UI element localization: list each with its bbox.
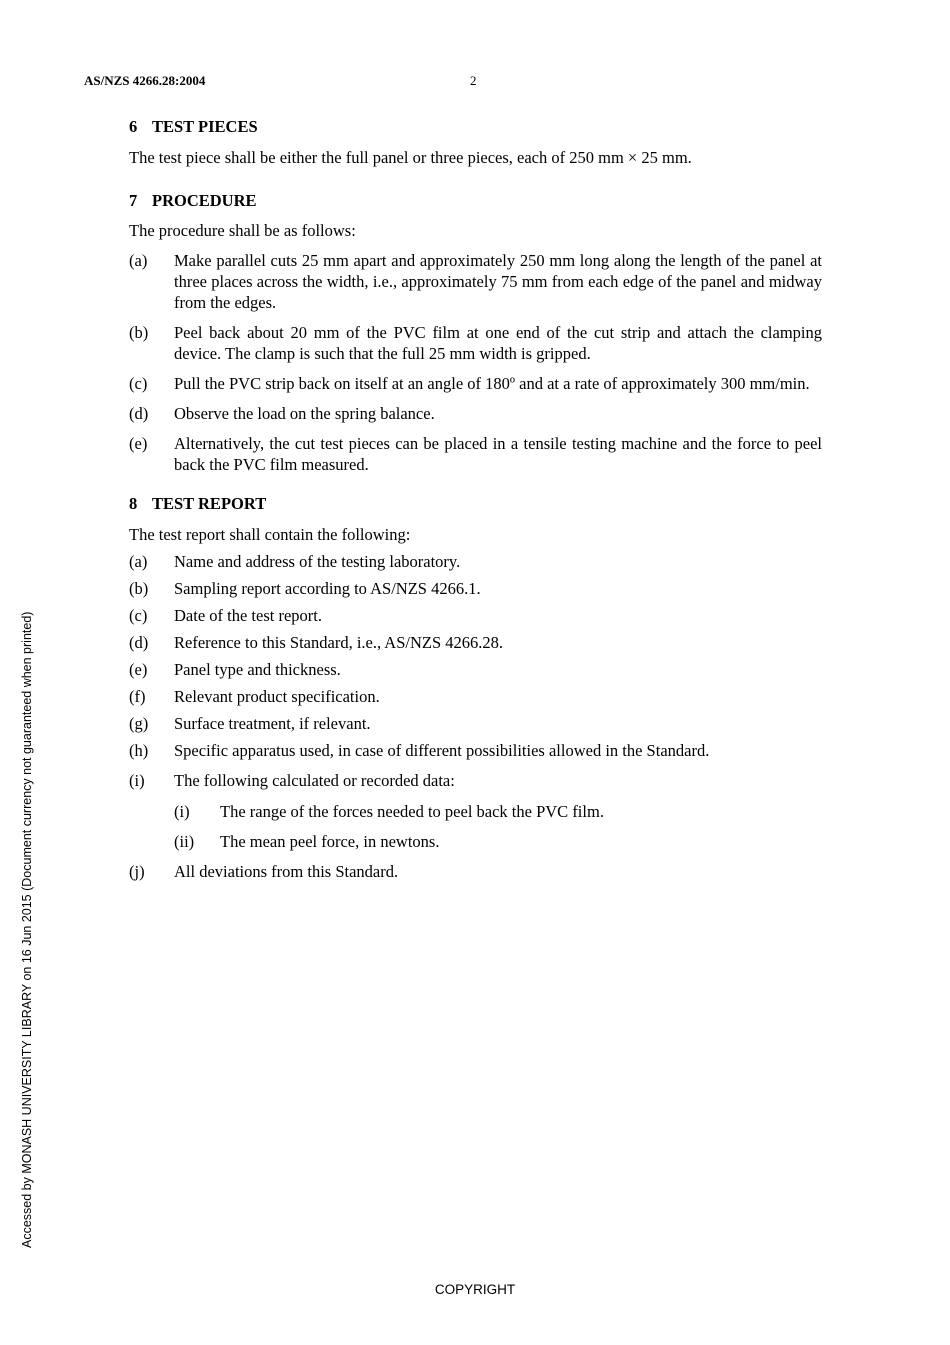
list-item: [129, 250, 822, 313]
list-item-label: (d): [129, 404, 149, 423]
list-item: [129, 632, 822, 653]
list-item-text: Pull the PVC strip back on itself at an angle of 180º and at a rate of approximately 300 mm/min.: [174, 374, 810, 393]
list-item-text: Date of the test report.: [174, 606, 322, 625]
list-item-label: (e): [129, 660, 148, 679]
list-item-text: All deviations from this Standard.: [174, 862, 399, 881]
list-item-text: Observe the load on the spring balance.: [174, 404, 435, 423]
list-item-text: Relevant product specification.: [174, 687, 380, 706]
section-number: 6: [129, 117, 138, 136]
page-number: 2: [470, 73, 477, 88]
sub-list-item-label: (ii): [174, 832, 195, 851]
list-item-text: Peel back about 20 mm of the PVC film at one end of the cut strip and attach the clamping device. The clamp is such that the full 25 mm width is gripped.: [174, 323, 822, 363]
access-watermark: Accessed by MONASH UNIVERSITY LIBRARY on 16 Jun 2015 (Document currency not guaranteed when printed): [20, 611, 34, 1248]
sub-list-item-text: The range of the forces needed to peel back the PVC film.: [220, 802, 604, 821]
list-item-text: Panel type and thickness.: [174, 660, 341, 679]
list-item-text: Make parallel cuts 25 mm apart and approximately 250 mm long along the length of the panel at three places across the width, i.e., approximately 75 mm from each edge of the panel and midway from the edges.: [174, 251, 822, 312]
list-item: [129, 433, 822, 475]
list-item: [129, 578, 822, 599]
list-item-label: (b): [129, 323, 149, 342]
list-item-label: (j): [129, 862, 145, 881]
list-item-label: (c): [129, 374, 148, 393]
list-item: [129, 659, 822, 680]
list-item-label: (b): [129, 579, 149, 598]
section-title: PROCEDURE: [152, 191, 257, 210]
section-heading-8: [129, 493, 822, 514]
section-8-intro: The test report shall contain the following:: [129, 525, 411, 544]
list-item: [129, 770, 822, 791]
list-item: [129, 551, 822, 572]
list-item-text: Alternatively, the cut test pieces can be placed in a tensile testing machine and the force to peel back the PVC film measured.: [174, 434, 822, 474]
section-heading-6: [129, 116, 822, 137]
sub-list-item-label: (i): [174, 802, 190, 821]
copyright-footer: COPYRIGHT: [434, 1282, 516, 1297]
list-item-label: (d): [129, 633, 149, 652]
section-title: TEST PIECES: [152, 117, 258, 136]
list-item: [129, 740, 822, 761]
standard-number: AS/NZS 4266.28:2004: [84, 73, 206, 88]
list-item: [129, 373, 822, 394]
list-item: [129, 861, 822, 882]
section-title: TEST REPORT: [152, 494, 267, 513]
list-item-label: (h): [129, 741, 149, 760]
list-item: [129, 605, 822, 626]
list-item-text: Name and address of the testing laboratory.: [174, 552, 461, 571]
list-item-label: (c): [129, 606, 148, 625]
list-item-text: Sampling report according to AS/NZS 4266.1.: [174, 579, 481, 598]
sub-list-item-text: The mean peel force, in newtons.: [220, 832, 440, 851]
document-body: [129, 116, 822, 882]
section-7-intro: The procedure shall be as follows:: [129, 221, 356, 240]
section-6-text: The test piece shall be either the full panel or three pieces, each of 250 mm × 25 mm.: [129, 148, 692, 167]
list-item-label: (e): [129, 434, 148, 453]
list-item-text: Surface treatment, if relevant.: [174, 714, 371, 733]
list-item-label: (g): [129, 714, 149, 733]
section-heading-7: [129, 190, 822, 211]
list-item-label: (a): [129, 552, 148, 571]
list-item-text: The following calculated or recorded data:: [174, 771, 455, 790]
sub-list-item: [174, 801, 822, 822]
list-item: [129, 322, 822, 364]
list-item: [129, 686, 822, 707]
list-item-label: (i): [129, 771, 145, 790]
list-item-text: Reference to this Standard, i.e., AS/NZS 4266.28.: [174, 633, 504, 652]
list-item: [129, 713, 822, 734]
section-number: 7: [129, 191, 138, 210]
sub-list-item: [174, 831, 822, 852]
list-item-text: Specific apparatus used, in case of different possibilities allowed in the Standard.: [174, 741, 710, 760]
list-item: [129, 403, 822, 424]
section-number: 8: [129, 494, 138, 513]
list-item-label: (f): [129, 687, 146, 706]
list-item-label: (a): [129, 251, 148, 270]
